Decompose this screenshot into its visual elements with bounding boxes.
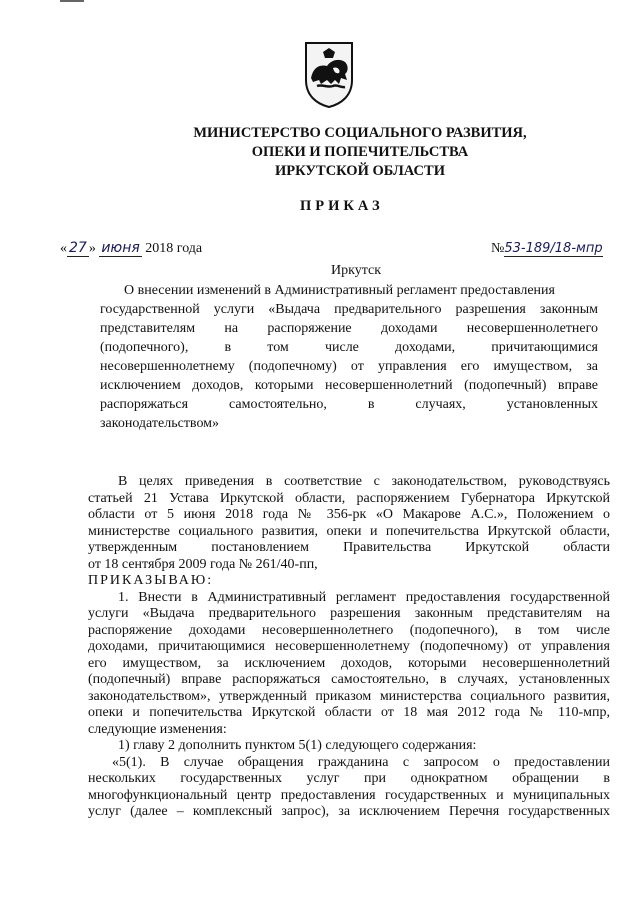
- date-quote-close: »: [88, 241, 96, 256]
- clause-line: многофункциональный центр предоставления государственных и муниципальных: [88, 787, 610, 803]
- item1-line: 1. Внести в Административный регламент предоставления государственной: [118, 589, 610, 605]
- preamble-line: В целях приведения в соответствие с законодательством, руководствуясь: [118, 474, 610, 489]
- ministry-line-1: МИНИСТЕРСТВО СОЦИАЛЬНОГО РАЗВИТИЯ,: [193, 125, 527, 141]
- decree-word: ПРИКАЗЫВАЮ:: [88, 573, 214, 588]
- preamble-line: министерстве социального развития, опеки и попечительства Иркутской области,: [88, 523, 610, 539]
- number-value: 53-189/18-мпр: [504, 241, 603, 256]
- item1-line: следующие изменения:: [88, 721, 227, 737]
- title-line: О внесении изменений в Административный регламент предоставления: [124, 283, 555, 298]
- title-line: государственной услуги «Выдача предварительного разрешения законным: [100, 302, 598, 317]
- item1-line: (подопечный) вправе распоряжаться самостоятельно, в случаях, установленных: [88, 672, 610, 687]
- title-line: исключением доходов, которыми несовершеннолетний (подопечный) вправе: [100, 378, 598, 393]
- preamble-line: от 18 сентября 2009 года № 261/40-пп,: [88, 556, 318, 572]
- title-line: законодательством»: [100, 416, 220, 431]
- number-prefix: №: [491, 241, 505, 256]
- ministry-name: [150, 124, 570, 181]
- title-line: представителям на распоряжение доходами несовершеннолетнего: [100, 321, 598, 336]
- item1-line: распоряжение доходами несовершеннолетнего (подопечного), в том числе: [88, 622, 610, 638]
- title-line: распоряжаться самостоятельно, в случаях, установленных: [100, 397, 598, 412]
- item1-line: его имуществом, за исключением доходов, которыми несовершеннолетний: [88, 655, 610, 671]
- item1-line: услуги «Выдача предварительного разрешения законным представителям на: [88, 606, 610, 621]
- date-month: июня: [101, 240, 140, 256]
- item1-line: опеки и попечительства Иркутской области от 18 мая 2012 года № 110-мпр,: [88, 705, 610, 720]
- clause-line: «5(1). В случае обращения гражданина с запросом о предоставлении: [112, 754, 610, 770]
- document-type: ПРИКАЗ: [300, 198, 384, 214]
- coat-of-arms-icon: [303, 40, 355, 108]
- clause-line: нескольких государственных услуг при однократном обращении в: [88, 771, 610, 786]
- clause-line: услуг (далее – комплексный запрос), за исключением Перечня государственных: [88, 804, 610, 819]
- title-line: несовершеннолетнему (подопечному) от управления его имуществом, за: [100, 359, 598, 374]
- date-quote-open: «: [60, 241, 67, 256]
- scan-mark: [60, 0, 84, 2]
- ministry-line-2: ОПЕКИ И ПОПЕЧИТЕЛЬСТВА: [251, 144, 469, 160]
- order-title: [100, 281, 598, 433]
- ministry-line-3: ИРКУТСКОЙ ОБЛАСТИ: [275, 163, 445, 179]
- order-number: [491, 241, 603, 257]
- preamble-line: области от 5 июня 2018 года № 356-рк «О Макарове А.С.», Положением о: [88, 507, 610, 522]
- order-body: [88, 474, 610, 821]
- date-day: 27: [69, 240, 87, 256]
- preamble-line: статьей 21 Устава Иркутской области, распоряжением Губернатора Иркутской: [88, 490, 610, 506]
- preamble-line: утвержденным постановлением Правительства Иркутской области: [88, 540, 610, 555]
- order-date: [60, 240, 202, 257]
- city: Иркутск: [331, 263, 382, 278]
- date-year: 2018 года: [145, 241, 203, 256]
- item1-line: доходами, причитающимися несовершеннолетнему (подопечному) от управления: [88, 639, 610, 654]
- title-line: (подопечного), в том числе доходами, причитающимися: [100, 340, 598, 355]
- item1-line: законодательством», утвержденный приказом министерства социального развития,: [88, 688, 610, 704]
- subitem-1: 1) главу 2 дополнить пунктом 5(1) следующего содержания:: [118, 738, 477, 753]
